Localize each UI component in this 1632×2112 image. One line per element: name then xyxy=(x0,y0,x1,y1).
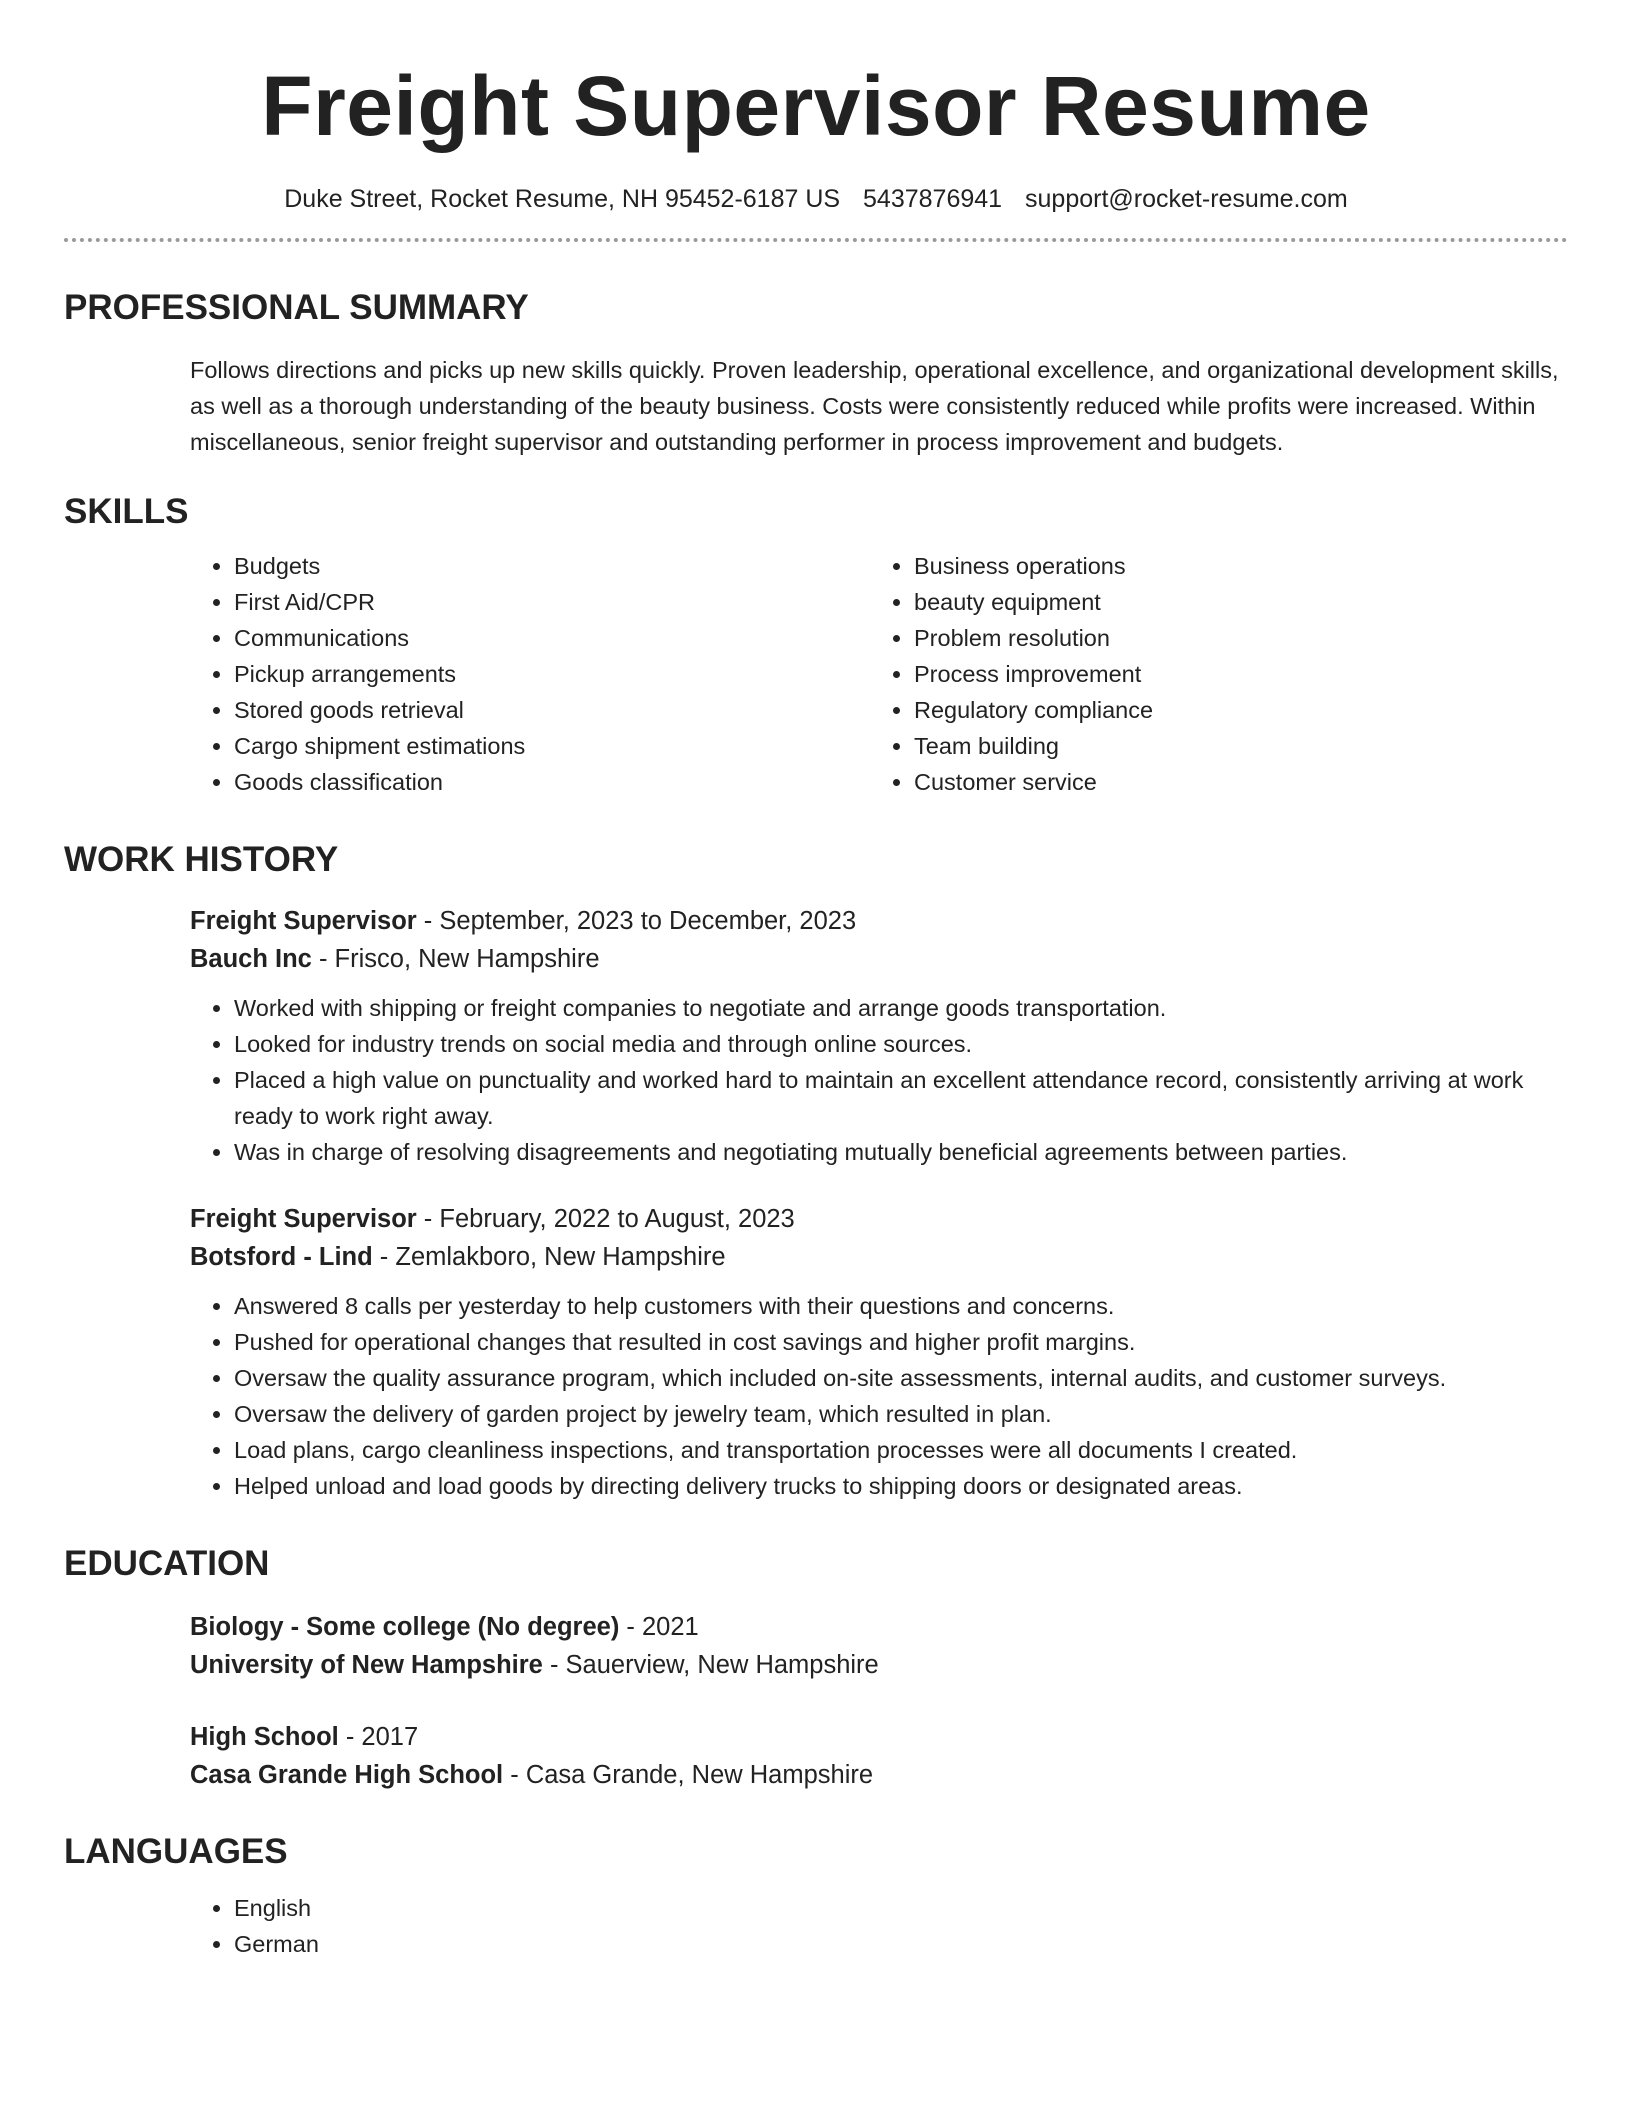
summary-text: Follows directions and picks up new skills quickly. Proven leadership, operational excellence, and organizational development skills, as well as a thorough understanding of the beauty business. Costs were consistently reduced while profits were increased. Within miscellaneous, senior freight supervisor and outstanding performer in process improvement and budgets. xyxy=(190,357,1559,455)
job-bullet: • Worked with shipping or freight companies to negotiate and arrange goods transportation. xyxy=(234,990,1580,1026)
education-school-line xyxy=(190,1646,1568,1684)
job-location: - Frisco, New Hampshire xyxy=(311,945,600,973)
skills-column-left xyxy=(190,548,870,800)
contact-phone: 5437876941 xyxy=(863,185,1003,213)
education-location: - Casa Grande, New Hampshire xyxy=(503,1761,874,1789)
education-degree-line xyxy=(190,1718,1568,1756)
skill-item: • Problem resolution xyxy=(914,620,1153,656)
job-role: Freight Supervisor xyxy=(190,1205,417,1233)
job-role: Freight Supervisor xyxy=(190,907,417,935)
skills-column-right xyxy=(870,548,1153,800)
job-title-line xyxy=(190,902,1568,940)
job-bullet: • Answered 8 calls per yesterday to help customers with their questions and concerns. xyxy=(234,1288,1580,1324)
job-company-line xyxy=(190,1238,1568,1276)
contact-line xyxy=(64,182,1568,216)
job-bullets xyxy=(190,990,1580,1170)
job-company: Botsford - Lind xyxy=(190,1243,373,1271)
skills-section xyxy=(64,490,1568,800)
job-location: - Zemlakboro, New Hampshire xyxy=(372,1243,726,1271)
job-bullets xyxy=(190,1288,1580,1504)
languages-list xyxy=(190,1890,1568,1962)
job-dates: - September, 2023 to December, 2023 xyxy=(416,907,857,935)
job-dates: - February, 2022 to August, 2023 xyxy=(416,1205,795,1233)
skill-item: • Business operations xyxy=(914,548,1153,584)
job-bullet: • Load plans, cargo cleanliness inspections, and transportation processes were all documents I created. xyxy=(234,1432,1580,1468)
job-bullet: • Was in charge of resolving disagreements and negotiating mutually beneficial agreements between parties. xyxy=(234,1134,1580,1170)
header-divider xyxy=(64,238,1568,242)
contact-email: support@rocket-resume.com xyxy=(1025,185,1348,213)
job-bullet: • Oversaw the delivery of garden project by jewelry team, which resulted in plan. xyxy=(234,1396,1580,1432)
skill-item: • First Aid/CPR xyxy=(234,584,870,620)
education-section xyxy=(64,1542,1568,1794)
job-bullet: • Looked for industry trends on social media and through online sources. xyxy=(234,1026,1580,1062)
job-bullet: • Helped unload and load goods by directing delivery trucks to shipping doors or designated areas. xyxy=(234,1468,1580,1504)
skill-item: • beauty equipment xyxy=(914,584,1153,620)
languages-section xyxy=(64,1830,1568,1962)
education-location: - Sauerview, New Hampshire xyxy=(542,1651,879,1679)
education-degree: High School xyxy=(190,1723,339,1751)
job-bullet: • Oversaw the quality assurance program, which included on-site assessments, internal audits, and customer surveys. xyxy=(234,1360,1580,1396)
skill-item: • Team building xyxy=(914,728,1153,764)
job-entry xyxy=(190,1200,1568,1504)
education-degree: Biology - Some college (No degree) xyxy=(190,1613,620,1641)
skill-item: • Pickup arrangements xyxy=(234,656,870,692)
skills-list xyxy=(190,548,1568,800)
job-title-line xyxy=(190,1200,1568,1238)
education-school-line xyxy=(190,1756,1568,1794)
job-company: Bauch Inc xyxy=(190,945,312,973)
skill-item: • Customer service xyxy=(914,764,1153,800)
education-entry xyxy=(190,1718,1568,1794)
education-school: Casa Grande High School xyxy=(190,1761,504,1789)
skill-item: • Goods classification xyxy=(234,764,870,800)
languages-heading: LANGUAGES xyxy=(64,1832,288,1871)
education-heading: EDUCATION xyxy=(64,1544,270,1583)
job-bullet: • Placed a high value on punctuality and worked hard to maintain an excellent attendance record, consistently arriving at work ready to work right away. xyxy=(234,1062,1580,1134)
skill-item: • Process improvement xyxy=(914,656,1153,692)
skills-heading: SKILLS xyxy=(64,492,189,531)
work-history-heading: WORK HISTORY xyxy=(64,840,339,879)
skill-item: • Cargo shipment estimations xyxy=(234,728,870,764)
skill-item: • Budgets xyxy=(234,548,870,584)
education-entry xyxy=(190,1608,1568,1684)
education-degree-line xyxy=(190,1608,1568,1646)
work-history-section xyxy=(64,838,1568,1504)
language-item: • German xyxy=(234,1926,1568,1962)
skill-item: • Regulatory compliance xyxy=(914,692,1153,728)
job-company-line xyxy=(190,940,1568,978)
summary-heading: PROFESSIONAL SUMMARY xyxy=(64,288,529,327)
education-year: - 2017 xyxy=(338,1723,419,1751)
resume-title: Freight Supervisor Resume xyxy=(261,59,1371,153)
language-item: • English xyxy=(234,1890,1568,1926)
job-entry xyxy=(190,902,1568,1170)
job-bullet: • Pushed for operational changes that resulted in cost savings and higher profit margins. xyxy=(234,1324,1580,1360)
summary-section xyxy=(64,286,1568,460)
contact-address: Duke Street, Rocket Resume, NH 95452-6187 US xyxy=(284,185,841,213)
skill-item: • Communications xyxy=(234,620,870,656)
skill-item: • Stored goods retrieval xyxy=(234,692,870,728)
education-year: - 2021 xyxy=(619,1613,699,1641)
education-school: University of New Hampshire xyxy=(190,1651,543,1679)
